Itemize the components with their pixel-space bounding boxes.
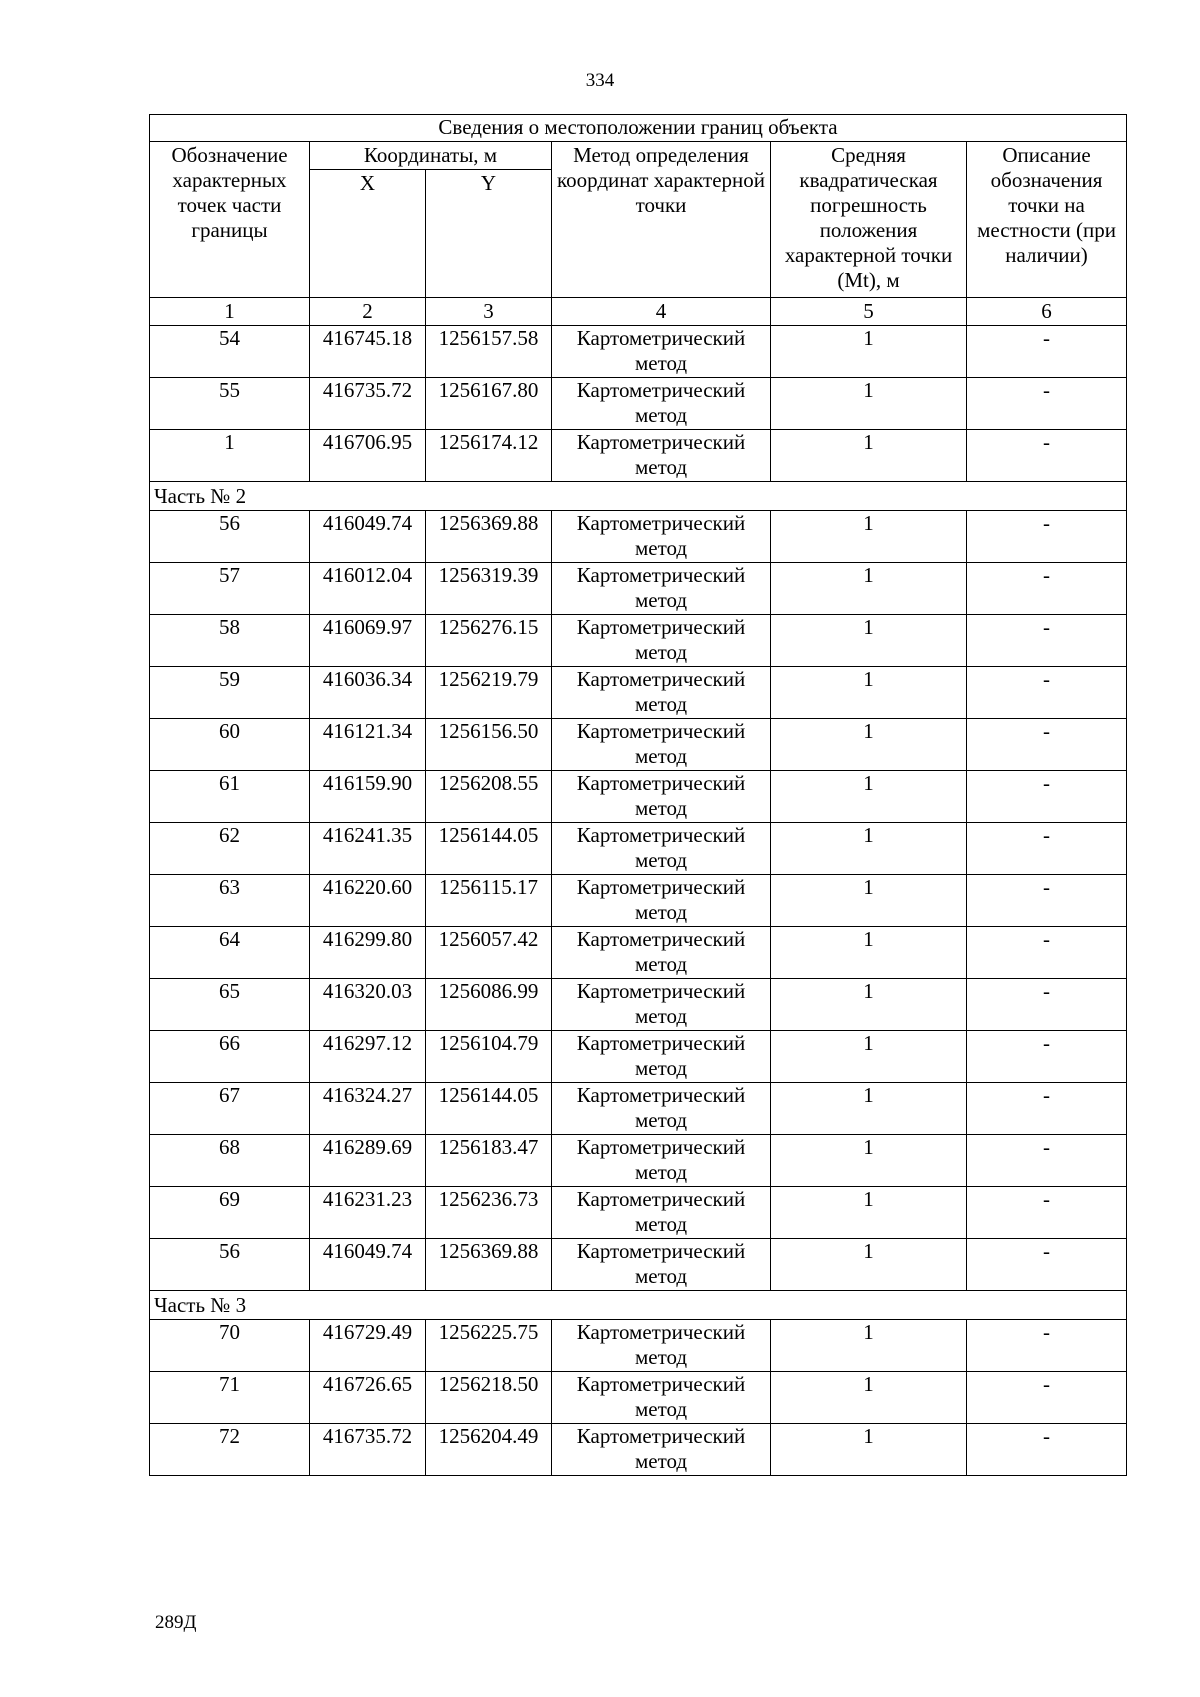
error-cell: 1 <box>771 511 967 563</box>
description-cell: - <box>967 378 1127 430</box>
column-number: 2 <box>310 298 426 326</box>
header-designation: Обозначение характерных точек части границы <box>150 142 310 298</box>
table-row <box>150 511 1127 563</box>
error-cell: 1 <box>771 979 967 1031</box>
description-cell: - <box>967 1424 1127 1476</box>
point-number-cell: 57 <box>150 563 310 615</box>
table-row <box>150 326 1127 378</box>
error-cell: 1 <box>771 719 967 771</box>
description-cell: - <box>967 615 1127 667</box>
method-cell: Картометрический метод <box>552 1031 771 1083</box>
description-cell: - <box>967 1372 1127 1424</box>
point-number-cell: 64 <box>150 927 310 979</box>
method-cell: Картометрический метод <box>552 1083 771 1135</box>
point-number-cell: 70 <box>150 1320 310 1372</box>
column-number: 5 <box>771 298 967 326</box>
column-number: 3 <box>426 298 552 326</box>
method-cell: Картометрический метод <box>552 823 771 875</box>
header-description: Описание обозначения точки на местности (при наличии) <box>967 142 1127 298</box>
method-cell: Картометрический метод <box>552 326 771 378</box>
x-coordinate-cell: 416121.34 <box>310 719 426 771</box>
table-row <box>150 667 1127 719</box>
description-cell: - <box>967 326 1127 378</box>
error-cell: 1 <box>771 1320 967 1372</box>
page-number: 334 <box>585 70 615 91</box>
error-cell: 1 <box>771 1239 967 1291</box>
table-title: Сведения о местоположении границ объекта <box>150 115 1127 142</box>
table-row <box>150 1135 1127 1187</box>
part-heading: Часть № 2 <box>150 482 1127 511</box>
table-row <box>150 823 1127 875</box>
table-row <box>150 1031 1127 1083</box>
header-error: Средняя квадратическая погрешность положения характерной точки (Mt), м <box>771 142 967 298</box>
table-row <box>150 563 1127 615</box>
error-cell: 1 <box>771 1372 967 1424</box>
error-cell: 1 <box>771 927 967 979</box>
method-cell: Картометрический метод <box>552 1424 771 1476</box>
error-cell: 1 <box>771 378 967 430</box>
point-number-cell: 71 <box>150 1372 310 1424</box>
point-number-cell: 69 <box>150 1187 310 1239</box>
point-number-cell: 62 <box>150 823 310 875</box>
table-row <box>150 719 1127 771</box>
description-cell: - <box>967 1239 1127 1291</box>
description-cell: - <box>967 667 1127 719</box>
x-coordinate-cell: 416036.34 <box>310 667 426 719</box>
method-cell: Картометрический метод <box>552 1187 771 1239</box>
x-coordinate-cell: 416231.23 <box>310 1187 426 1239</box>
column-number: 6 <box>967 298 1127 326</box>
description-cell: - <box>967 1083 1127 1135</box>
y-coordinate-cell: 1256086.99 <box>426 979 552 1031</box>
description-cell: - <box>967 1031 1127 1083</box>
point-number-cell: 55 <box>150 378 310 430</box>
y-coordinate-cell: 1256225.75 <box>426 1320 552 1372</box>
method-cell: Картометрический метод <box>552 667 771 719</box>
error-cell: 1 <box>771 1424 967 1476</box>
description-cell: - <box>967 1135 1127 1187</box>
part-heading-row <box>150 482 1127 511</box>
method-cell: Картометрический метод <box>552 511 771 563</box>
table-row <box>150 378 1127 430</box>
method-cell: Картометрический метод <box>552 1372 771 1424</box>
y-coordinate-cell: 1256369.88 <box>426 511 552 563</box>
error-cell: 1 <box>771 875 967 927</box>
x-coordinate-cell: 416320.03 <box>310 979 426 1031</box>
description-cell: - <box>967 563 1127 615</box>
point-number-cell: 65 <box>150 979 310 1031</box>
method-cell: Картометрический метод <box>552 1320 771 1372</box>
description-cell: - <box>967 927 1127 979</box>
header-y: Y <box>426 170 552 298</box>
x-coordinate-cell: 416726.65 <box>310 1372 426 1424</box>
x-coordinate-cell: 416220.60 <box>310 875 426 927</box>
y-coordinate-cell: 1256236.73 <box>426 1187 552 1239</box>
error-cell: 1 <box>771 1083 967 1135</box>
column-number: 1 <box>150 298 310 326</box>
y-coordinate-cell: 1256218.50 <box>426 1372 552 1424</box>
y-coordinate-cell: 1256204.49 <box>426 1424 552 1476</box>
table-row <box>150 1320 1127 1372</box>
error-cell: 1 <box>771 430 967 482</box>
table-row <box>150 1372 1127 1424</box>
error-cell: 1 <box>771 1135 967 1187</box>
footer-code: 289Д <box>155 1612 197 1633</box>
column-number-row <box>150 298 1127 326</box>
y-coordinate-cell: 1256156.50 <box>426 719 552 771</box>
x-coordinate-cell: 416049.74 <box>310 511 426 563</box>
point-number-cell: 60 <box>150 719 310 771</box>
description-cell: - <box>967 875 1127 927</box>
x-coordinate-cell: 416297.12 <box>310 1031 426 1083</box>
table-row <box>150 1424 1127 1476</box>
y-coordinate-cell: 1256157.58 <box>426 326 552 378</box>
method-cell: Картометрический метод <box>552 378 771 430</box>
point-number-cell: 1 <box>150 430 310 482</box>
method-cell: Картометрический метод <box>552 979 771 1031</box>
table-row <box>150 615 1127 667</box>
y-coordinate-cell: 1256276.15 <box>426 615 552 667</box>
y-coordinate-cell: 1256208.55 <box>426 771 552 823</box>
x-coordinate-cell: 416729.49 <box>310 1320 426 1372</box>
x-coordinate-cell: 416706.95 <box>310 430 426 482</box>
y-coordinate-cell: 1256144.05 <box>426 1083 552 1135</box>
error-cell: 1 <box>771 667 967 719</box>
x-coordinate-cell: 416049.74 <box>310 1239 426 1291</box>
method-cell: Картометрический метод <box>552 615 771 667</box>
x-coordinate-cell: 416745.18 <box>310 326 426 378</box>
error-cell: 1 <box>771 771 967 823</box>
point-number-cell: 67 <box>150 1083 310 1135</box>
x-coordinate-cell: 416735.72 <box>310 378 426 430</box>
point-number-cell: 58 <box>150 615 310 667</box>
y-coordinate-cell: 1256219.79 <box>426 667 552 719</box>
point-number-cell: 54 <box>150 326 310 378</box>
y-coordinate-cell: 1256167.80 <box>426 378 552 430</box>
table-row <box>150 771 1127 823</box>
error-cell: 1 <box>771 326 967 378</box>
error-cell: 1 <box>771 823 967 875</box>
header-x: X <box>310 170 426 298</box>
point-number-cell: 72 <box>150 1424 310 1476</box>
header-method: Метод определения координат характерной точки <box>552 142 771 298</box>
error-cell: 1 <box>771 1031 967 1083</box>
description-cell: - <box>967 823 1127 875</box>
description-cell: - <box>967 771 1127 823</box>
point-number-cell: 63 <box>150 875 310 927</box>
x-coordinate-cell: 416069.97 <box>310 615 426 667</box>
table-row <box>150 430 1127 482</box>
method-cell: Картометрический метод <box>552 563 771 615</box>
error-cell: 1 <box>771 1187 967 1239</box>
method-cell: Картометрический метод <box>552 927 771 979</box>
description-cell: - <box>967 1187 1127 1239</box>
description-cell: - <box>967 1320 1127 1372</box>
y-coordinate-cell: 1256183.47 <box>426 1135 552 1187</box>
x-coordinate-cell: 416159.90 <box>310 771 426 823</box>
x-coordinate-cell: 416324.27 <box>310 1083 426 1135</box>
point-number-cell: 56 <box>150 511 310 563</box>
table-row <box>150 1083 1127 1135</box>
x-coordinate-cell: 416299.80 <box>310 927 426 979</box>
point-number-cell: 66 <box>150 1031 310 1083</box>
table-row <box>150 1187 1127 1239</box>
x-coordinate-cell: 416289.69 <box>310 1135 426 1187</box>
y-coordinate-cell: 1256319.39 <box>426 563 552 615</box>
y-coordinate-cell: 1256144.05 <box>426 823 552 875</box>
point-number-cell: 56 <box>150 1239 310 1291</box>
x-coordinate-cell: 416012.04 <box>310 563 426 615</box>
part-heading: Часть № 3 <box>150 1291 1127 1320</box>
description-cell: - <box>967 719 1127 771</box>
y-coordinate-cell: 1256104.79 <box>426 1031 552 1083</box>
method-cell: Картометрический метод <box>552 771 771 823</box>
table-row <box>150 1239 1127 1291</box>
method-cell: Картометрический метод <box>552 430 771 482</box>
description-cell: - <box>967 979 1127 1031</box>
header-coordinates: Координаты, м <box>310 142 552 170</box>
point-number-cell: 61 <box>150 771 310 823</box>
description-cell: - <box>967 430 1127 482</box>
point-number-cell: 59 <box>150 667 310 719</box>
error-cell: 1 <box>771 563 967 615</box>
y-coordinate-cell: 1256057.42 <box>426 927 552 979</box>
method-cell: Картометрический метод <box>552 1135 771 1187</box>
x-coordinate-cell: 416241.35 <box>310 823 426 875</box>
column-number: 4 <box>552 298 771 326</box>
y-coordinate-cell: 1256369.88 <box>426 1239 552 1291</box>
method-cell: Картометрический метод <box>552 1239 771 1291</box>
y-coordinate-cell: 1256174.12 <box>426 430 552 482</box>
part-heading-row <box>150 1291 1127 1320</box>
method-cell: Картометрический метод <box>552 875 771 927</box>
table-row <box>150 979 1127 1031</box>
error-cell: 1 <box>771 615 967 667</box>
x-coordinate-cell: 416735.72 <box>310 1424 426 1476</box>
description-cell: - <box>967 511 1127 563</box>
table-row <box>150 927 1127 979</box>
boundary-coordinates-table <box>149 114 1127 1476</box>
table-row <box>150 875 1127 927</box>
point-number-cell: 68 <box>150 1135 310 1187</box>
y-coordinate-cell: 1256115.17 <box>426 875 552 927</box>
method-cell: Картометрический метод <box>552 719 771 771</box>
